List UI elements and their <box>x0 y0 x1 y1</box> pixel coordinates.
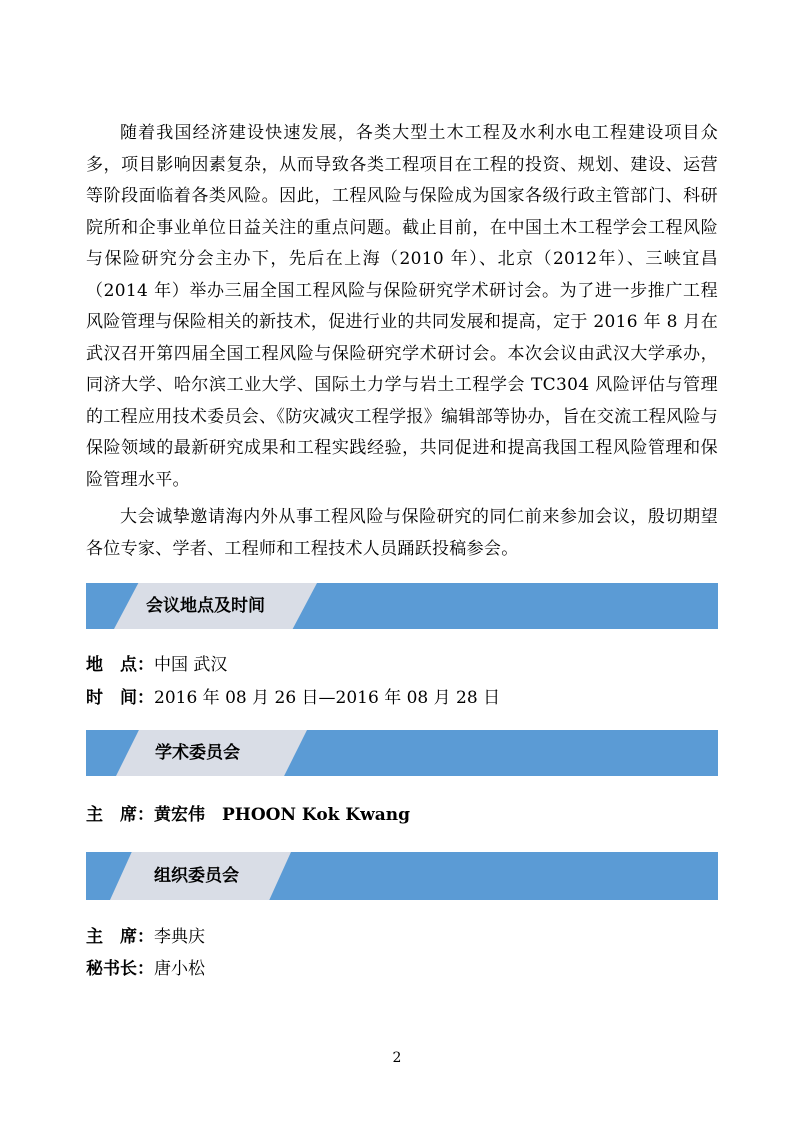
venue-place-label: 地 点： <box>86 655 154 675</box>
intro-paragraph-2: 大会诚挚邀请海内外从事工程风险与保险研究的同仁前来参加会议，殷切期望各位专家、学者、工程师和工程技术人员踊跃投稿参会。 <box>86 507 718 559</box>
section-banner-academic-committee <box>86 730 718 776</box>
intro-paragraph-1: 随着我国经济建设快速发展，各类大型土木工程及水利水电工程建设项目众多，项目影响因素复杂，从而导致各类工程项目在工程的投资、规划、建设、运营等阶段面临着各类风险。因此，工程风险与保险成为国家各级行政主管部门、科研院所和企事业单位日益关注的重点问题。截止目前，在中国土木工程学会工程风险与保险研究分会主办下，先后在上海（2010 年）、北京（2012年）、三峡宜昌（2014 年）举办三届全国工程风险与保险研究学术研讨会。为了进一步推广工程风险管理与保险相关的新技术，促进行业的共同发展和提高，定于 2016 年 8 月在武汉召开第四届全国工程风险与保险研究学术研讨会。本次会议由武汉大学承办，同济大学、哈尔滨工业大学、国际土力学与岩土工程学会 TC304 风险评估与管理的工程应用技术委员会、《防灾减灾工程学报》编辑部等协办，旨在交流工程风险与保险领域的最新研究成果和工程实践经验，共同促进和提高我国工程风险管理和保险管理水平。 <box>86 123 718 490</box>
venue-place-row <box>86 653 227 677</box>
venue-time-value: 2016 年 08 月 26 日—2016 年 08 月 28 日 <box>154 688 501 708</box>
venue-time-label: 时 间： <box>86 688 154 708</box>
organizing-secretary-value: 唐小松 <box>154 959 205 979</box>
organizing-secretary-row <box>86 957 205 981</box>
organizing-chair-value: 李典庆 <box>154 927 205 947</box>
section-title-organizing-committee: 组织委员会 <box>154 866 239 886</box>
venue-time-row <box>86 686 500 710</box>
academic-chair-row <box>86 803 410 827</box>
section-banner-venue <box>86 583 718 629</box>
organizing-chair-label: 主 席： <box>86 927 154 947</box>
section-banner-organizing-committee <box>86 852 718 900</box>
page-number: 2 <box>392 1050 402 1066</box>
venue-place-value: 中国 武汉 <box>154 655 228 675</box>
academic-chair-label: 主 席： <box>86 805 154 825</box>
organizing-secretary-label: 秘书长： <box>86 959 154 979</box>
academic-chair-value: 黄宏伟 PHOON Kok Kwang <box>154 805 411 825</box>
section-title-venue: 会议地点及时间 <box>146 596 265 616</box>
organizing-chair-row <box>86 925 205 949</box>
section-title-academic-committee: 学术委员会 <box>155 743 240 763</box>
